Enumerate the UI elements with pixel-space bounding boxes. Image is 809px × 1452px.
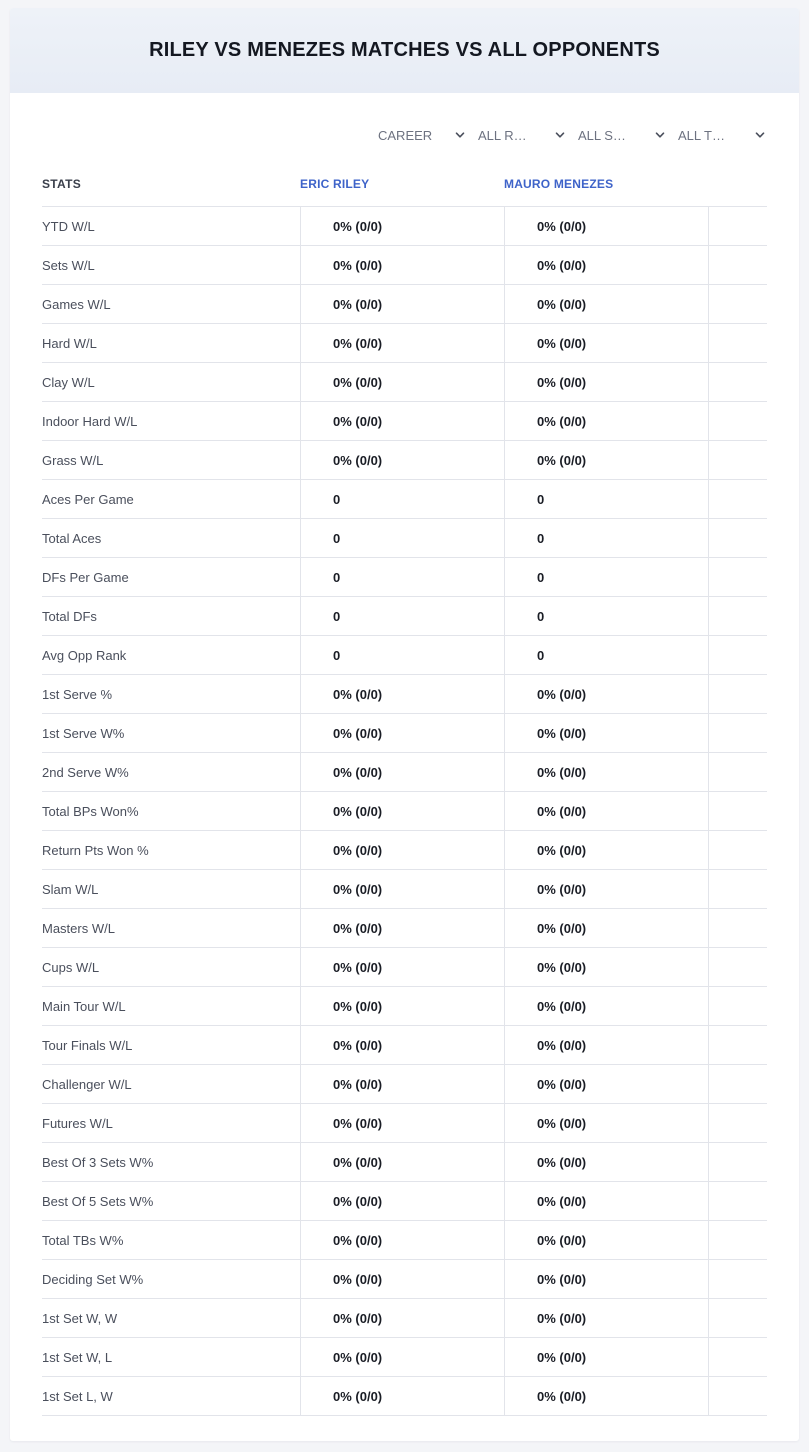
table-row [42,831,767,870]
stat-label: 1st Set W, W [42,1310,118,1326]
row-spacer [708,363,767,401]
stats-column-header: STATS [42,177,82,191]
player-2-value: 0% (0/0) [504,1338,708,1376]
player-1-value: 0% (0/0) [300,714,504,752]
card-header [10,8,799,93]
row-spacer [708,246,767,284]
stat-label: Hard W/L [42,335,97,351]
row-spacer [708,285,767,323]
stat-label: Aces Per Game [42,491,134,507]
stat-label: Cups W/L [42,959,100,975]
table-row [42,636,767,675]
stat-label: Total TBs W% [42,1232,124,1248]
player-2-value: 0% (0/0) [504,714,708,752]
player-1-value: 0% (0/0) [300,1182,504,1220]
player-1-value: 0% (0/0) [300,753,504,791]
table-row [42,1182,767,1221]
player-1-value: 0% (0/0) [300,1299,504,1337]
table-row [42,246,767,285]
player-2-value: 0% (0/0) [504,948,708,986]
stat-label: Total Aces [42,530,102,546]
row-spacer [708,1299,767,1337]
player-2-value: 0 [504,558,708,596]
stat-label: 1st Serve W% [42,725,125,741]
table-row [42,402,767,441]
row-spacer [708,402,767,440]
table-row [42,870,767,909]
player-2-value: 0% (0/0) [504,246,708,284]
player-2-value: 0% (0/0) [504,1221,708,1259]
player-2-value: 0% (0/0) [504,1104,708,1142]
player-1-value: 0% (0/0) [300,987,504,1025]
player-2-value: 0% (0/0) [504,831,708,869]
stat-label: Return Pts Won % [42,842,149,858]
player-1-value: 0% (0/0) [300,285,504,323]
table-row [42,1377,767,1416]
player-1-value: 0 [300,480,504,518]
table-row [42,285,767,324]
table-row [42,363,767,402]
row-spacer [708,1221,767,1259]
stat-label: 1st Set W, L [42,1349,113,1365]
stat-label: Sets W/L [42,257,95,273]
row-spacer [708,1026,767,1064]
player-1-value: 0% (0/0) [300,1143,504,1181]
row-spacer [708,1143,767,1181]
table-row [42,714,767,753]
stat-label: Deciding Set W% [42,1271,144,1287]
table-row [42,675,767,714]
player-1-value: 0% (0/0) [300,1377,504,1415]
row-spacer [708,831,767,869]
table-row [42,1143,767,1182]
chevron-down-icon [654,129,666,141]
chevron-down-icon [454,129,466,141]
table-row [42,324,767,363]
player-1-value: 0% (0/0) [300,1221,504,1259]
player-2-value: 0% (0/0) [504,1299,708,1337]
tournaments-select-label: ALL T… [678,127,725,143]
row-spacer [708,1260,767,1298]
player-1-value: 0% (0/0) [300,402,504,440]
player-2-value: 0% (0/0) [504,324,708,362]
surfaces-select-label: ALL S… [578,127,626,143]
stat-label: Clay W/L [42,374,95,390]
table-row [42,1260,767,1299]
player-2-value: 0% (0/0) [504,1260,708,1298]
table-body [42,207,767,1416]
player-2-value: 0 [504,519,708,557]
filter-bar [366,124,766,146]
player-2-value: 0% (0/0) [504,441,708,479]
player-2-value: 0% (0/0) [504,987,708,1025]
row-spacer [708,1338,767,1376]
player-2-value: 0% (0/0) [504,753,708,791]
player-1-value: 0% (0/0) [300,246,504,284]
stat-label: 1st Serve % [42,686,113,702]
player-2-value: 0% (0/0) [504,675,708,713]
player-2-value: 0% (0/0) [504,1026,708,1064]
player-2-value: 0% (0/0) [504,402,708,440]
table-row [42,1104,767,1143]
table-row [42,207,767,246]
stat-label: Indoor Hard W/L [42,413,138,429]
player-2-value: 0% (0/0) [504,870,708,908]
player-2-link[interactable]: MAURO MENEZES [504,177,614,191]
stat-label: Challenger W/L [42,1076,132,1092]
player-1-value: 0% (0/0) [300,675,504,713]
row-spacer [708,714,767,752]
stat-label: Slam W/L [42,881,99,897]
row-spacer [708,1065,767,1103]
table-row [42,753,767,792]
player-2-value: 0% (0/0) [504,285,708,323]
table-header [42,162,767,207]
table-row [42,987,767,1026]
table-row [42,948,767,987]
player-1-value: 0% (0/0) [300,1338,504,1376]
table-row [42,909,767,948]
player-2-value: 0 [504,597,708,635]
player-1-value: 0% (0/0) [300,207,504,245]
row-spacer [708,324,767,362]
player-1-value: 0% (0/0) [300,870,504,908]
player-2-value: 0% (0/0) [504,909,708,947]
row-spacer [708,909,767,947]
period-select[interactable] [366,124,466,146]
player-1-value: 0% (0/0) [300,1065,504,1103]
row-spacer [708,870,767,908]
player-1-value: 0% (0/0) [300,324,504,362]
table-row [42,1299,767,1338]
player-1-value: 0 [300,558,504,596]
player-2-value: 0% (0/0) [504,1143,708,1181]
chevron-down-icon [554,129,566,141]
player-1-value: 0% (0/0) [300,1260,504,1298]
player-1-value: 0% (0/0) [300,948,504,986]
page-title: RILEY VS MENEZES MATCHES VS ALL OPPONENTS [149,39,660,61]
stat-label: Avg Opp Rank [42,647,127,663]
player-2-value: 0% (0/0) [504,363,708,401]
tournaments-select[interactable] [666,124,766,146]
player-1-value: 0% (0/0) [300,909,504,947]
stat-label: Masters W/L [42,920,115,936]
rounds-select-label: ALL R… [478,127,527,143]
table-row [42,1026,767,1065]
row-spacer [708,948,767,986]
table-row [42,1065,767,1104]
stat-label: Games W/L [42,296,111,312]
table-row [42,597,767,636]
player-1-link[interactable]: ERIC RILEY [300,177,370,191]
player-2-value: 0 [504,480,708,518]
stat-label: Grass W/L [42,452,104,468]
table-row [42,519,767,558]
player-1-value: 0 [300,597,504,635]
stats-card [10,8,799,1441]
player-1-value: 0% (0/0) [300,363,504,401]
player-2-value: 0% (0/0) [504,1377,708,1415]
rounds-select[interactable] [466,124,566,146]
stat-label: Futures W/L [42,1115,113,1131]
stat-label: Tour Finals W/L [42,1037,133,1053]
row-spacer [708,753,767,791]
row-spacer [708,207,767,245]
table-row [42,558,767,597]
table-row [42,792,767,831]
row-spacer [708,1104,767,1142]
player-1-value: 0% (0/0) [300,1104,504,1142]
row-spacer [708,675,767,713]
player-1-value: 0% (0/0) [300,441,504,479]
player-2-value: 0% (0/0) [504,1065,708,1103]
stat-label: Main Tour W/L [42,998,126,1014]
row-spacer [708,636,767,674]
stat-label: Best Of 3 Sets W% [42,1154,154,1170]
table-row [42,441,767,480]
player-1-value: 0% (0/0) [300,792,504,830]
player-2-value: 0% (0/0) [504,1182,708,1220]
stat-label: Total DFs [42,608,97,624]
row-spacer [708,1182,767,1220]
surfaces-select[interactable] [566,124,666,146]
player-1-value: 0% (0/0) [300,1026,504,1064]
stats-table [42,162,767,1416]
row-spacer [708,441,767,479]
table-row [42,480,767,519]
row-spacer [708,597,767,635]
row-spacer [708,1377,767,1415]
table-row [42,1221,767,1260]
player-2-value: 0% (0/0) [504,792,708,830]
period-select-label: CAREER [378,127,433,143]
player-1-value: 0 [300,636,504,674]
chevron-down-icon [754,129,766,141]
row-spacer [708,519,767,557]
stat-label: 1st Set L, W [42,1388,113,1404]
stat-label: DFs Per Game [42,569,129,585]
row-spacer [708,480,767,518]
player-1-value: 0 [300,519,504,557]
stat-label: Total BPs Won% [42,803,139,819]
stat-label: YTD W/L [42,218,95,234]
stat-label: Best Of 5 Sets W% [42,1193,154,1209]
table-row [42,1338,767,1377]
player-1-value: 0% (0/0) [300,831,504,869]
row-spacer [708,792,767,830]
row-spacer [708,558,767,596]
stat-label: 2nd Serve W% [42,764,129,780]
player-2-value: 0 [504,636,708,674]
player-2-value: 0% (0/0) [504,207,708,245]
row-spacer [708,987,767,1025]
